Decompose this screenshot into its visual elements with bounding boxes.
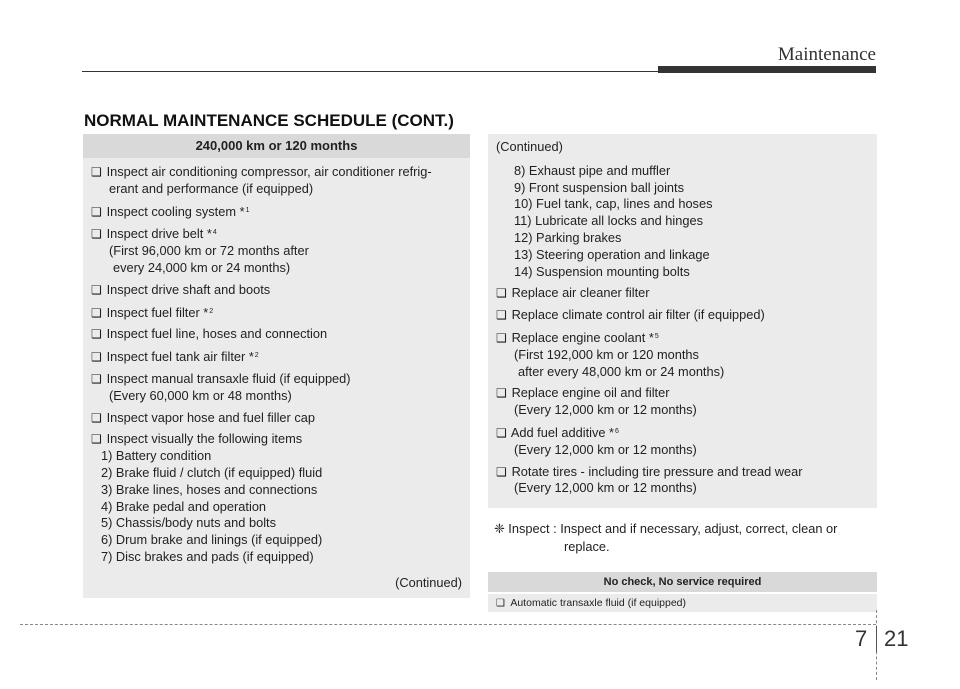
item-text: Inspect cooling system * [106, 203, 245, 219]
item-text-cont: erant and performance (if equipped) [109, 180, 314, 196]
item-text: Replace air cleaner filter [511, 285, 650, 301]
inspect-footnote [494, 520, 874, 556]
checkbox-icon: ❑ [91, 371, 102, 386]
list-item: 14) Suspension mounting bolts [514, 263, 690, 279]
note-text-cont: replace. [564, 539, 610, 554]
footnote-ref: 2 [254, 352, 259, 360]
checkbox-icon: ❑ [496, 464, 507, 479]
item-text: Inspect manual transaxle fluid (if equipped) [106, 370, 351, 386]
footnote-ref: 6 [615, 427, 619, 435]
footer-rule [20, 624, 876, 625]
list-item: 5) Chassis/body nuts and bolts [101, 515, 276, 531]
list-item [91, 326, 462, 343]
list-item: 12) Parking brakes [514, 229, 622, 245]
item-interval: after every 48,000 km or 24 months) [518, 363, 725, 379]
item-text: Inspect fuel line, hoses and connection [106, 326, 328, 342]
checkbox-icon: ❑ [91, 165, 102, 179]
item-text: Inspect air conditioning compressor, air conditioner refrig- [106, 164, 432, 179]
item-text: Inspect drive belt * [106, 226, 212, 242]
list-item: 1) Battery condition [101, 448, 212, 464]
visual-inspection-list-cont [496, 163, 869, 281]
list-item [91, 431, 462, 565]
list-item: 13) Steering operation and linkage [514, 246, 710, 262]
continued-heading: (Continued) [496, 139, 563, 154]
list-item [496, 307, 869, 324]
list-item [496, 385, 869, 419]
list-item [91, 410, 462, 427]
list-item [91, 164, 462, 198]
item-interval: (Every 60,000 km or 48 months) [109, 387, 292, 403]
list-item [91, 225, 462, 276]
item-interval: (Every 12,000 km or 12 months) [514, 480, 697, 496]
section-title: Maintenance [777, 44, 876, 65]
left-item-list [83, 158, 470, 566]
item-text: Replace climate control air filter (if equipped) [511, 307, 765, 323]
item-interval: every 24,000 km or 24 months) [113, 259, 291, 275]
note-symbol-icon: ❈ [494, 521, 505, 536]
list-item: 3) Brake lines, hoses and connections [101, 481, 318, 497]
checkbox-icon: ❑ [91, 432, 102, 447]
list-item: 7) Disc brakes and pads (if equipped) [101, 548, 314, 564]
list-item [496, 285, 869, 302]
checkbox-icon: ❑ [91, 282, 102, 297]
continued-label: (Continued) [395, 575, 462, 590]
checkbox-icon: ❑ [496, 598, 505, 609]
item-text: Inspect fuel tank air filter * [106, 349, 254, 365]
item-interval: (First 96,000 km or 72 months after [109, 243, 309, 259]
footnote-ref: 1 [245, 206, 250, 214]
schedule-panel-240k [83, 134, 470, 598]
checkbox-icon: ❑ [91, 410, 102, 425]
checkbox-icon: ❑ [496, 425, 507, 440]
list-item: 8) Exhaust pipe and muffler [514, 162, 671, 178]
item-interval: (Every 12,000 km or 12 months) [514, 402, 697, 418]
list-item [496, 424, 869, 459]
no-check-heading: No check, No service required [488, 572, 877, 592]
checkbox-icon: ❑ [91, 350, 102, 365]
item-interval: (Every 12,000 km or 12 months) [514, 441, 697, 457]
checkbox-icon: ❑ [496, 308, 507, 323]
schedule-panel-continued [488, 134, 877, 508]
list-item [91, 348, 462, 366]
checkbox-icon: ❑ [496, 286, 507, 301]
checkbox-icon: ❑ [91, 227, 102, 242]
item-text: Replace engine coolant * [511, 329, 654, 345]
item-text: Inspect drive shaft and boots [106, 281, 271, 297]
list-item: 4) Brake pedal and operation [101, 498, 267, 514]
item-text: Automatic transaxle fluid (if equipped) [510, 597, 687, 609]
header-rule [82, 71, 658, 72]
checkbox-icon: ❑ [91, 305, 102, 320]
checkbox-icon: ❑ [496, 386, 507, 401]
footnote-ref: 4 [212, 229, 217, 237]
checkbox-icon: ❑ [91, 204, 102, 219]
checkbox-icon: ❑ [496, 330, 507, 345]
page-number: 21 [884, 626, 909, 651]
item-text: Rotate tires - including tire pressure and tread wear [511, 463, 803, 479]
list-item [91, 304, 462, 322]
item-text: Inspect vapor hose and fuel filler cap [106, 409, 315, 425]
visual-inspection-list [91, 448, 462, 566]
item-interval: (First 192,000 km or 120 months [514, 346, 699, 362]
footnote-ref: 2 [209, 307, 214, 315]
no-check-item [488, 594, 877, 612]
header-bar [658, 66, 876, 73]
note-text: Inspect : Inspect and if necessary, adjust, correct, clean or [508, 521, 838, 536]
list-item: 10) Fuel tank, cap, lines and hoses [514, 196, 713, 212]
footnote-ref: 5 [654, 332, 659, 340]
item-text: Add fuel additive * [510, 424, 615, 440]
list-item [496, 329, 869, 380]
right-item-list [488, 134, 877, 497]
list-item [91, 203, 462, 221]
list-item: 11) Lubricate all locks and hinges [514, 213, 703, 229]
list-item: 9) Front suspension ball joints [514, 179, 685, 195]
page-number-divider [876, 626, 877, 652]
chapter-number: 7 [855, 626, 868, 651]
page-title: NORMAL MAINTENANCE SCHEDULE (CONT.) [84, 111, 454, 130]
item-text: Replace engine oil and filter [511, 385, 670, 401]
list-item [496, 464, 869, 498]
checkbox-icon: ❑ [91, 327, 102, 342]
list-item: 6) Drum brake and linings (if equipped) [101, 532, 323, 548]
list-item [91, 282, 462, 299]
item-text: Inspect visually the following items [106, 431, 303, 447]
list-item: 2) Brake fluid / clutch (if equipped) fluid [101, 464, 323, 480]
list-item [91, 371, 462, 405]
interval-heading: 240,000 km or 120 months [83, 134, 470, 158]
item-text: Inspect fuel filter * [106, 304, 209, 320]
